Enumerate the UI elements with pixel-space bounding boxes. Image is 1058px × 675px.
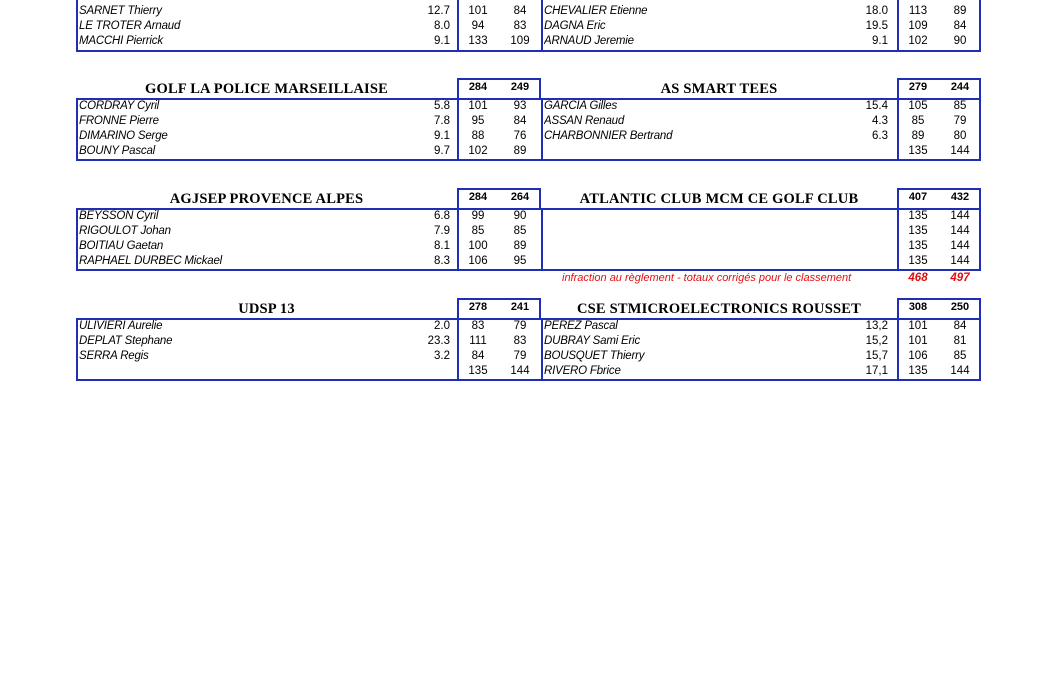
team-total-brut: 279 — [908, 81, 928, 93]
player-name — [544, 254, 844, 269]
player-index: 12.7 — [427, 5, 450, 17]
player-net-score: 84 — [953, 320, 967, 332]
table-border — [76, 0, 78, 50]
player-net-score: 89 — [513, 145, 527, 157]
total-box-border — [897, 188, 981, 190]
player-net-score: 90 — [953, 35, 967, 47]
team-total-brut: 407 — [908, 191, 928, 203]
player-name: DEPLAT Stephane — [79, 335, 173, 347]
player-net-score: 144 — [950, 365, 970, 377]
team-total-net: 244 — [950, 81, 970, 93]
team-total-brut: 278 — [468, 301, 488, 313]
infraction-note: infraction au règlement - totaux corrigés pour le classement — [562, 272, 852, 284]
player-brut-score: 106 — [908, 350, 928, 362]
team-total-net: 264 — [510, 191, 530, 203]
player-index: 9.1 — [872, 35, 888, 47]
score-box-border — [541, 98, 543, 161]
player-name: SARNET Thierry — [79, 5, 162, 17]
player-brut-score: 113 — [908, 5, 928, 17]
player-index: 6.3 — [872, 130, 888, 142]
player-brut-score: 105 — [908, 100, 928, 112]
table-border — [76, 159, 981, 161]
team-total-net: 250 — [950, 301, 970, 313]
table-border — [979, 318, 981, 381]
player-brut-score: 102 — [468, 145, 488, 157]
player-name: RIGOULOT Johan — [79, 225, 171, 237]
player-brut-score: 106 — [468, 255, 488, 267]
player-name: CHARBONNIER Bertrand — [544, 130, 673, 142]
player-net-score: 81 — [953, 335, 967, 347]
table-border — [76, 50, 981, 52]
player-name: PEREZ Pascal — [544, 320, 618, 332]
player-index: 6.8 — [434, 210, 450, 222]
player-name: DAGNA Eric — [544, 20, 606, 32]
player-name — [544, 209, 844, 224]
player-brut-score: 94 — [471, 20, 485, 32]
player-name — [544, 239, 844, 254]
player-brut-score: 135 — [908, 210, 928, 222]
player-net-score: 80 — [953, 130, 967, 142]
team-total-brut: 284 — [468, 81, 488, 93]
player-name: RIVERO Fbrice — [544, 365, 621, 377]
player-net-score: 109 — [510, 35, 530, 47]
player-index: 9.1 — [434, 130, 450, 142]
score-box-border — [541, 318, 543, 381]
team-total-brut: 308 — [908, 301, 928, 313]
player-net-score: 144 — [510, 365, 530, 377]
player-index: 15,7 — [865, 350, 888, 362]
table-border — [979, 98, 981, 161]
table-border — [76, 318, 78, 381]
total-box-border — [897, 188, 899, 208]
player-brut-score: 135 — [908, 365, 928, 377]
player-brut-score: 135 — [908, 145, 928, 157]
player-brut-score: 85 — [471, 225, 485, 237]
player-name: LE TROTER Arnaud — [79, 20, 181, 32]
player-index: 9.7 — [434, 145, 450, 157]
score-box-border — [897, 318, 899, 381]
table-border — [76, 98, 981, 100]
player-index — [406, 364, 450, 379]
table-border — [76, 208, 981, 210]
player-index: 7.8 — [434, 115, 450, 127]
player-brut-score: 135 — [908, 225, 928, 237]
player-net-score: 84 — [513, 115, 527, 127]
table-border — [76, 98, 78, 161]
score-box-border — [457, 98, 459, 161]
team-name: GOLF LA POLICE MARSEILLAISE — [145, 81, 388, 97]
player-name: ASSAN Renaud — [544, 115, 625, 127]
player-brut-score: 89 — [911, 130, 925, 142]
table-border — [76, 318, 981, 320]
player-index: 8.3 — [434, 255, 450, 267]
team-total-net: 241 — [510, 301, 530, 313]
player-name: ARNAUD Jeremie — [544, 35, 634, 47]
player-net-score: 144 — [950, 145, 970, 157]
player-index: 9.1 — [434, 35, 450, 47]
score-box-border — [897, 98, 899, 161]
corrected-total-brut: 468 — [908, 272, 928, 284]
player-brut-score: 88 — [471, 130, 485, 142]
player-name: BOUSQUET Thierry — [544, 350, 645, 362]
total-box-border — [457, 78, 459, 98]
player-name: GARCIA Gilles — [544, 100, 618, 112]
player-brut-score: 99 — [471, 210, 485, 222]
player-net-score: 79 — [513, 320, 527, 332]
player-name: BOITIAU Gaetan — [79, 240, 164, 252]
team-name: UDSP 13 — [238, 301, 295, 317]
player-net-score: 93 — [513, 100, 527, 112]
player-net-score: 84 — [513, 5, 527, 17]
player-net-score: 84 — [953, 20, 967, 32]
player-brut-score: 84 — [471, 350, 485, 362]
player-name: MACCHI Pierrick — [79, 35, 163, 47]
player-brut-score: 83 — [471, 320, 485, 332]
total-box-border — [457, 298, 459, 318]
player-index: 18.0 — [865, 5, 888, 17]
player-net-score: 85 — [513, 225, 527, 237]
player-net-score: 85 — [953, 350, 967, 362]
team-name: AGJSEP PROVENCE ALPES — [169, 191, 364, 207]
player-index — [836, 144, 888, 159]
player-name: SERRA Regis — [79, 350, 149, 362]
score-box-border — [541, 208, 543, 271]
total-box-border — [457, 188, 541, 190]
player-net-score: 144 — [950, 225, 970, 237]
player-name: DUBRAY Sami Eric — [544, 335, 641, 347]
total-box-border — [897, 78, 899, 98]
player-brut-score: 102 — [908, 35, 928, 47]
player-index — [836, 254, 888, 269]
team-name: CSE STMICROELECTRONICS ROUSSET — [577, 301, 861, 317]
total-box-border — [897, 298, 899, 318]
player-index: 4.3 — [872, 115, 888, 127]
player-brut-score: 135 — [908, 240, 928, 252]
total-box-border — [979, 188, 981, 208]
player-name: FRONNE Pierre — [79, 115, 159, 127]
table-border — [76, 208, 78, 271]
player-name: BEYSSON Cyril — [79, 210, 159, 222]
player-net-score: 144 — [950, 210, 970, 222]
total-box-border — [897, 78, 981, 80]
player-brut-score: 101 — [468, 5, 488, 17]
player-net-score: 79 — [953, 115, 967, 127]
player-name: CORDRAY Cyril — [79, 100, 160, 112]
score-box-border — [457, 318, 459, 381]
team-name: ATLANTIC CLUB MCM CE GOLF CLUB — [579, 191, 859, 207]
player-index: 19.5 — [865, 20, 888, 32]
player-name: CHEVALIER Etienne — [544, 5, 648, 17]
corrected-total-net: 497 — [950, 272, 970, 284]
total-box-border — [457, 298, 541, 300]
team-total-net: 432 — [950, 191, 970, 203]
player-index: 15,2 — [865, 335, 888, 347]
player-name — [544, 144, 844, 159]
player-brut-score: 95 — [471, 115, 485, 127]
player-net-score: 83 — [513, 20, 527, 32]
player-index: 17,1 — [865, 365, 888, 377]
table-border — [979, 208, 981, 271]
score-box-border — [541, 0, 543, 50]
player-net-score: 90 — [513, 210, 527, 222]
total-box-border — [897, 298, 981, 300]
score-box-border — [457, 0, 459, 50]
score-box-border — [897, 0, 899, 50]
player-brut-score: 101 — [908, 320, 928, 332]
team-total-brut: 284 — [468, 191, 488, 203]
player-name: RAPHAEL DURBEC Mickael — [79, 255, 223, 267]
total-box-border — [979, 298, 981, 318]
player-brut-score: 109 — [908, 20, 928, 32]
player-net-score: 83 — [513, 335, 527, 347]
player-index — [836, 224, 888, 239]
player-name: BOUNY Pascal — [79, 145, 155, 157]
player-index — [836, 239, 888, 254]
team-total-net: 249 — [510, 81, 530, 93]
table-border — [979, 0, 981, 50]
player-index: 3.2 — [434, 350, 450, 362]
score-box-border — [457, 208, 459, 271]
player-index: 8.1 — [434, 240, 450, 252]
team-name: AS SMART TEES — [660, 81, 778, 97]
player-net-score: 144 — [950, 255, 970, 267]
player-net-score: 79 — [513, 350, 527, 362]
player-net-score: 89 — [513, 240, 527, 252]
player-net-score: 76 — [513, 130, 527, 142]
player-net-score: 89 — [953, 5, 967, 17]
total-box-border — [457, 78, 541, 80]
player-brut-score: 111 — [469, 335, 487, 347]
player-net-score: 85 — [953, 100, 967, 112]
player-brut-score: 101 — [468, 100, 488, 112]
player-index: 8.0 — [434, 20, 450, 32]
player-index: 13,2 — [865, 320, 888, 332]
player-net-score: 144 — [950, 240, 970, 252]
player-name — [79, 364, 359, 379]
player-index: 5.8 — [434, 100, 450, 112]
player-net-score: 95 — [513, 255, 527, 267]
player-index: 23.3 — [427, 335, 450, 347]
player-name: ULIVIERI Aurelie — [79, 320, 163, 332]
total-box-border — [457, 188, 459, 208]
player-index: 7.9 — [434, 225, 450, 237]
score-box-border — [897, 208, 899, 271]
player-brut-score: 133 — [468, 35, 488, 47]
total-box-border — [979, 78, 981, 98]
player-index — [836, 209, 888, 224]
player-index: 2.0 — [434, 320, 450, 332]
player-brut-score: 101 — [908, 335, 928, 347]
table-border — [76, 379, 981, 381]
player-brut-score: 85 — [911, 115, 925, 127]
player-brut-score: 135 — [908, 255, 928, 267]
player-name — [544, 224, 844, 239]
player-name: DIMARINO Serge — [79, 130, 168, 142]
player-brut-score: 100 — [468, 240, 488, 252]
player-index: 15.4 — [865, 100, 888, 112]
player-brut-score: 135 — [468, 365, 488, 377]
